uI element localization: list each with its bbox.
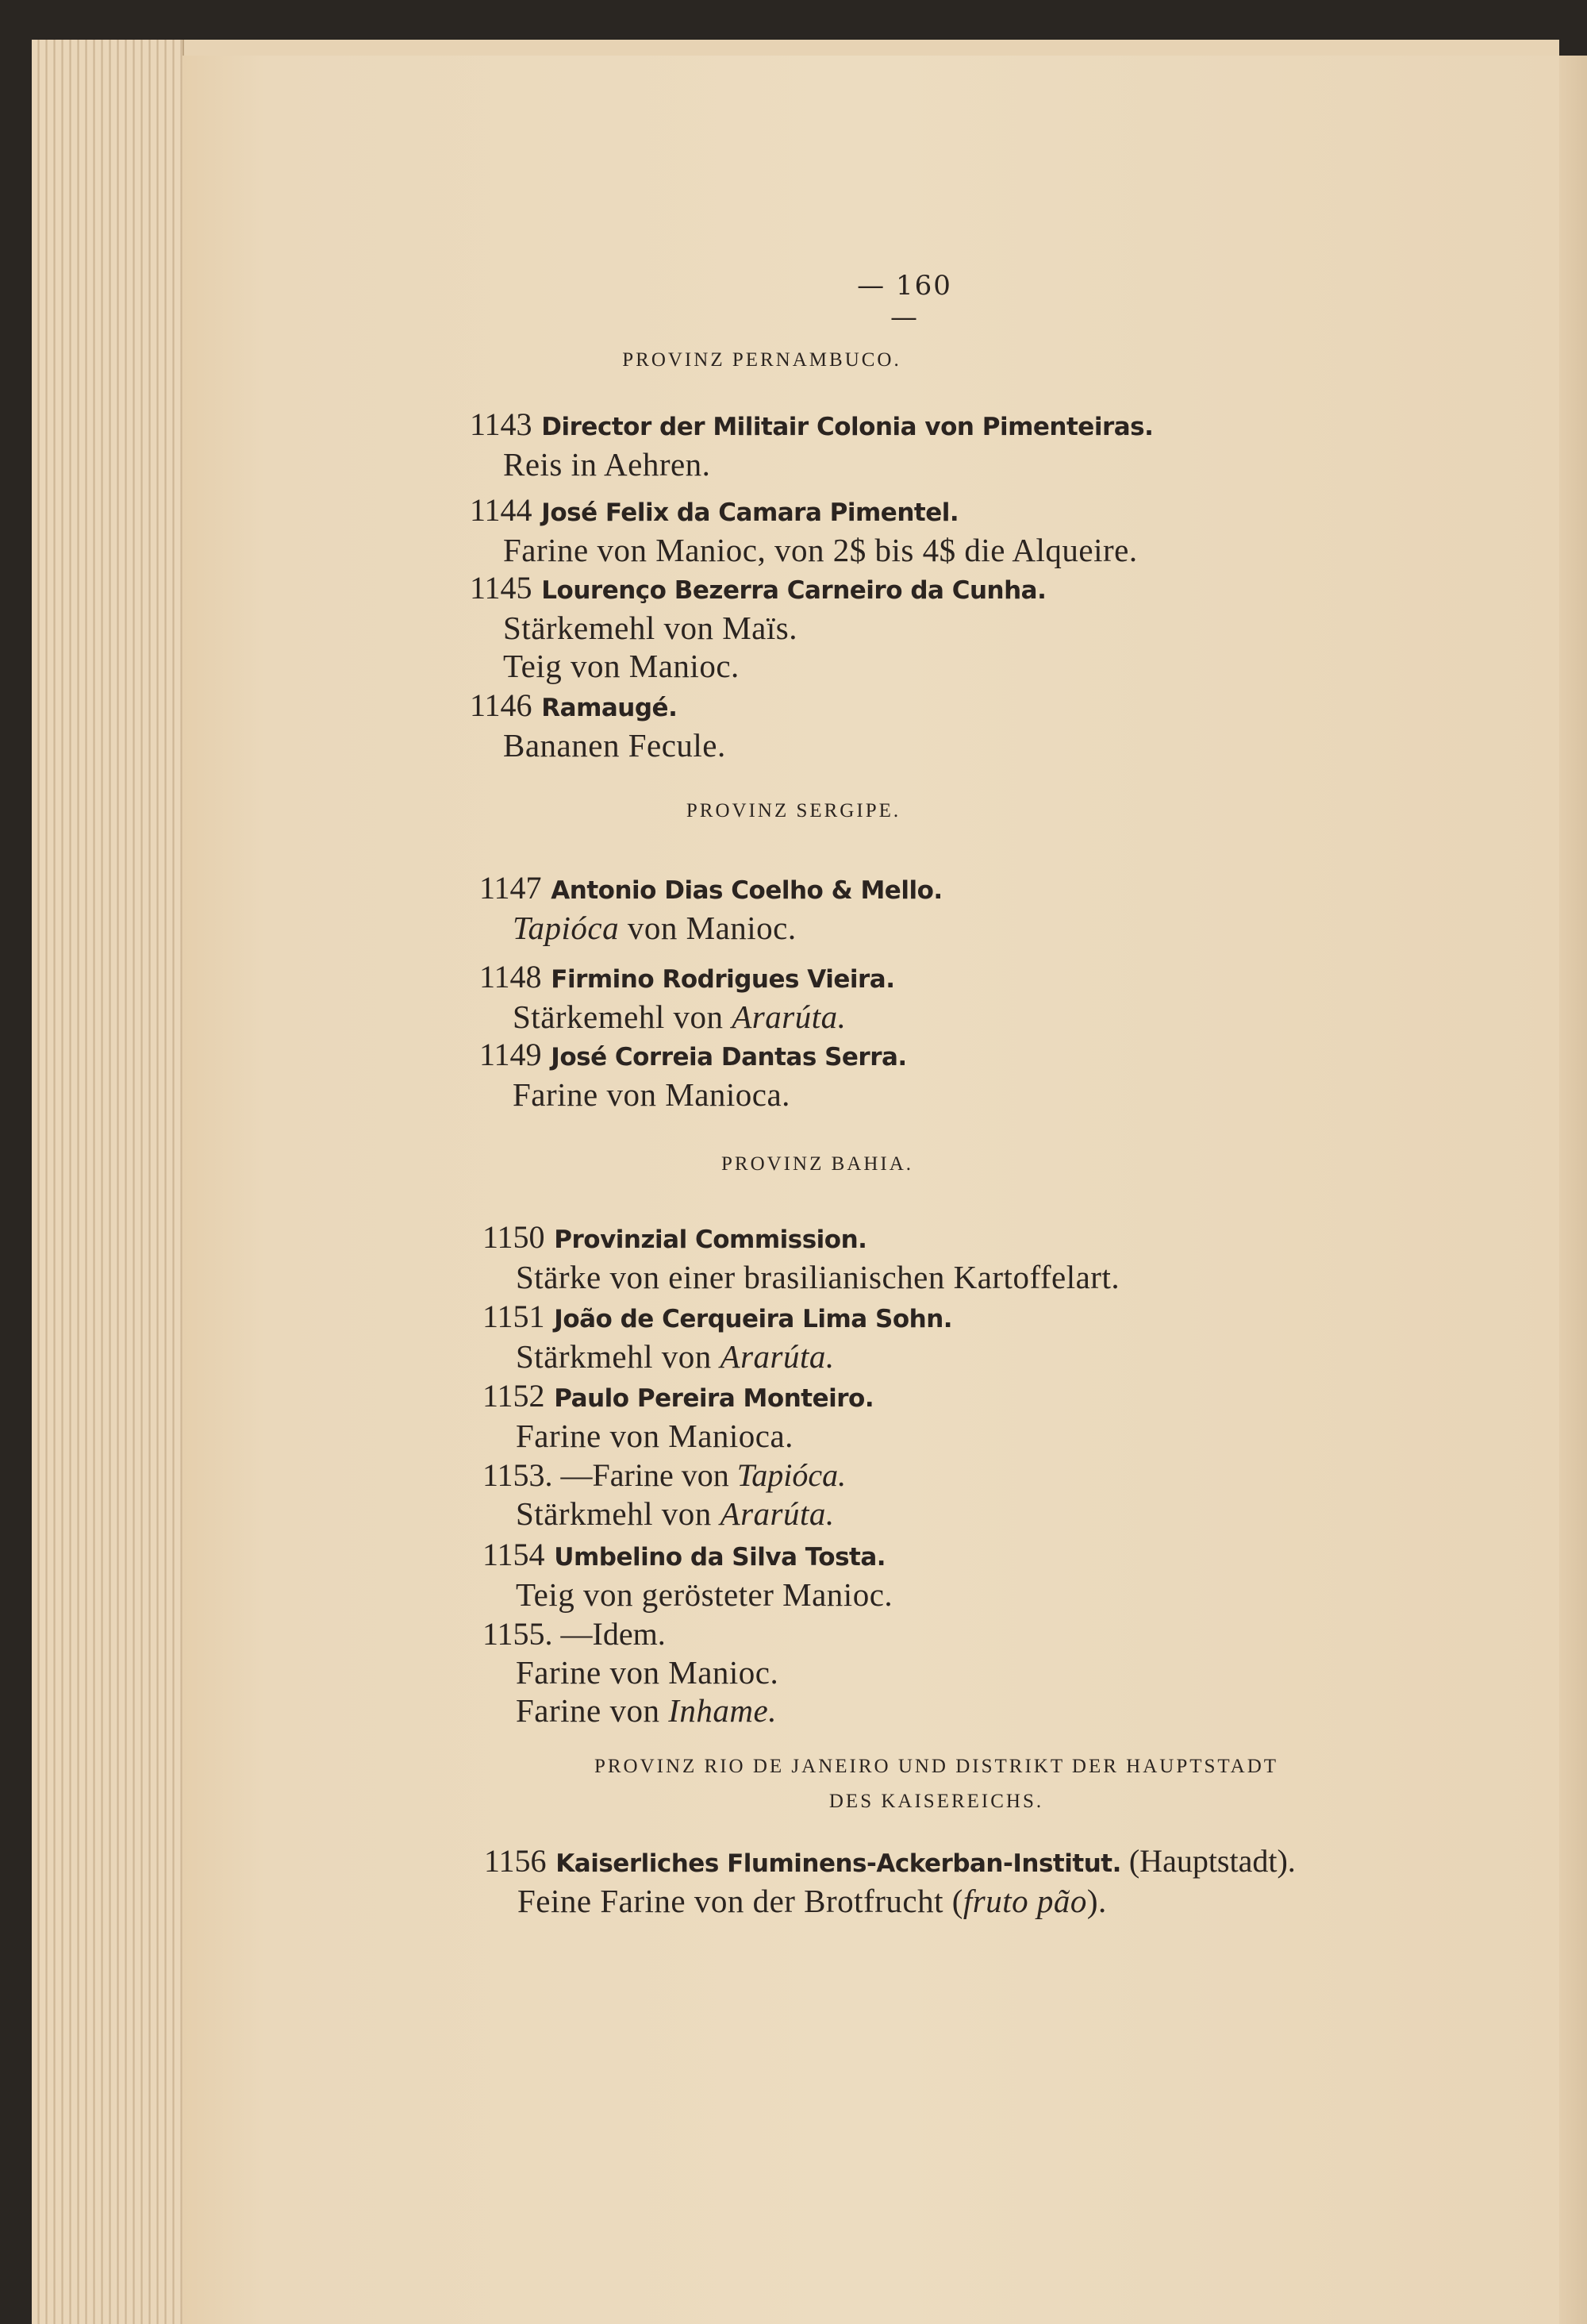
product-text: Feine Farine von der Brotfrucht ( [517, 1883, 963, 1919]
entry-number: 1147 [479, 870, 542, 906]
product-text: ). [1086, 1883, 1107, 1919]
entry-number: 1149 [479, 1037, 542, 1072]
italic-term: Inhame. [668, 1692, 777, 1729]
product-line: Stärkemehl von Maïs. [503, 610, 797, 646]
product-line: Teig von Manioc. [503, 648, 740, 684]
entry-number: 1146 [470, 687, 532, 723]
product-line: Teig von gerösteter Manioc. [516, 1576, 893, 1613]
heading-pernambuco: PROVINZ PERNAMBUCO. [622, 349, 901, 371]
product-line: Farine von Manioca. [516, 1418, 794, 1454]
entry-1147 [479, 870, 943, 947]
entry-1144 [470, 492, 1138, 569]
italic-term: Ararúta. [720, 1495, 835, 1532]
entry-1154 [482, 1537, 893, 1614]
product-line: Farine von Manioca. [513, 1076, 790, 1113]
product-line [482, 1495, 846, 1533]
entry-number: 1155. [482, 1616, 553, 1652]
product-text: Stärkmehl von [516, 1495, 720, 1532]
entry-1150 [482, 1219, 1120, 1296]
heading-sergipe: PROVINZ SERGIPE. [686, 800, 901, 821]
exhibitor-name: Paulo Pereira Monteiro. [554, 1384, 874, 1413]
italic-term: Ararúta. [720, 1338, 835, 1375]
italic-term: Ararúta. [732, 998, 847, 1035]
product-line [484, 1882, 1296, 1920]
entry-1156 [484, 1843, 1296, 1920]
entry-1152 [482, 1378, 874, 1455]
exhibitor-name: Lourenço Bezerra Carneiro da Cunha. [541, 576, 1047, 605]
product-line [479, 909, 943, 947]
page-number: — 160 — [857, 270, 952, 333]
product-text: —Farine von [552, 1457, 737, 1493]
product-line [482, 1691, 778, 1730]
product-text: Farine von [516, 1692, 669, 1729]
product-text: von Manioc. [619, 910, 797, 946]
exhibitor-name: Ramaugé. [541, 694, 678, 722]
entry-1146 [470, 687, 726, 764]
exhibitor-name: Director der Militair Colonia von Pimenteiras. [541, 413, 1154, 441]
exhibitor-name: José Correia Dantas Serra. [551, 1043, 907, 1072]
entry-number: 1150 [482, 1219, 545, 1255]
product-text: Stärkmehl von [516, 1338, 720, 1375]
heading-rio-de-janeiro-2: DES KAISEREICHS. [828, 1791, 1044, 1812]
product-text: Stärkemehl von [513, 998, 732, 1035]
entry-1143 [470, 406, 1153, 483]
entry-number: 1144 [470, 492, 532, 528]
entry-number: 1148 [479, 959, 542, 995]
product-line: Bananen Fecule. [503, 727, 726, 764]
entry-number: 1154 [482, 1537, 545, 1572]
entry-number: 1143 [470, 406, 532, 442]
entry-1145 [470, 570, 1046, 685]
exhibitor-name: José Felix da Camara Pimentel. [541, 498, 959, 527]
entry-1153 [482, 1457, 846, 1533]
entry-number: 1151 [482, 1299, 545, 1334]
entry-number: 1153. [482, 1457, 553, 1493]
product-text: —Idem. [552, 1616, 666, 1652]
product-line [479, 998, 894, 1036]
exhibitor-name: Umbelino da Silva Tosta. [554, 1543, 886, 1572]
entry-1149 [479, 1037, 907, 1114]
product-line [482, 1337, 952, 1376]
entry-1155 [482, 1616, 778, 1730]
entry-1148 [479, 959, 894, 1036]
italic-term: Tapióca [513, 910, 620, 946]
entry-number: 1156 [484, 1843, 547, 1879]
product-line: Stärke von einer brasilianischen Kartoffelart. [516, 1259, 1120, 1295]
product-line: Farine von Manioc, von 2$ bis 4$ die Alqueire. [503, 532, 1138, 568]
heading-rio-de-janeiro: PROVINZ RIO DE JANEIRO UND DISTRIKT DER HAUPTSTADT [594, 1756, 1279, 1777]
entry-number: 1145 [470, 570, 532, 606]
italic-term: Tapióca. [736, 1457, 847, 1493]
entry-number: 1152 [482, 1378, 545, 1414]
product-line: Reis in Aehren. [503, 446, 711, 483]
italic-term: fruto pão [963, 1883, 1087, 1919]
exhibitor-name: João de Cerqueira Lima Sohn. [554, 1305, 953, 1333]
heading-bahia: PROVINZ BAHIA. [721, 1153, 913, 1175]
entry-1151 [482, 1299, 952, 1376]
exhibitor-name: Antonio Dias Coelho & Mello. [551, 876, 943, 905]
product-text: (Hauptstadt). [1120, 1843, 1296, 1879]
exhibitor-name: Kaiserliches Fluminens-Ackerban-Institut. [555, 1849, 1121, 1878]
exhibitor-name: Provinzial Commission. [554, 1225, 867, 1254]
product-line: Farine von Manioc. [516, 1654, 779, 1691]
exhibitor-name: Firmino Rodrigues Vieira. [551, 965, 895, 994]
